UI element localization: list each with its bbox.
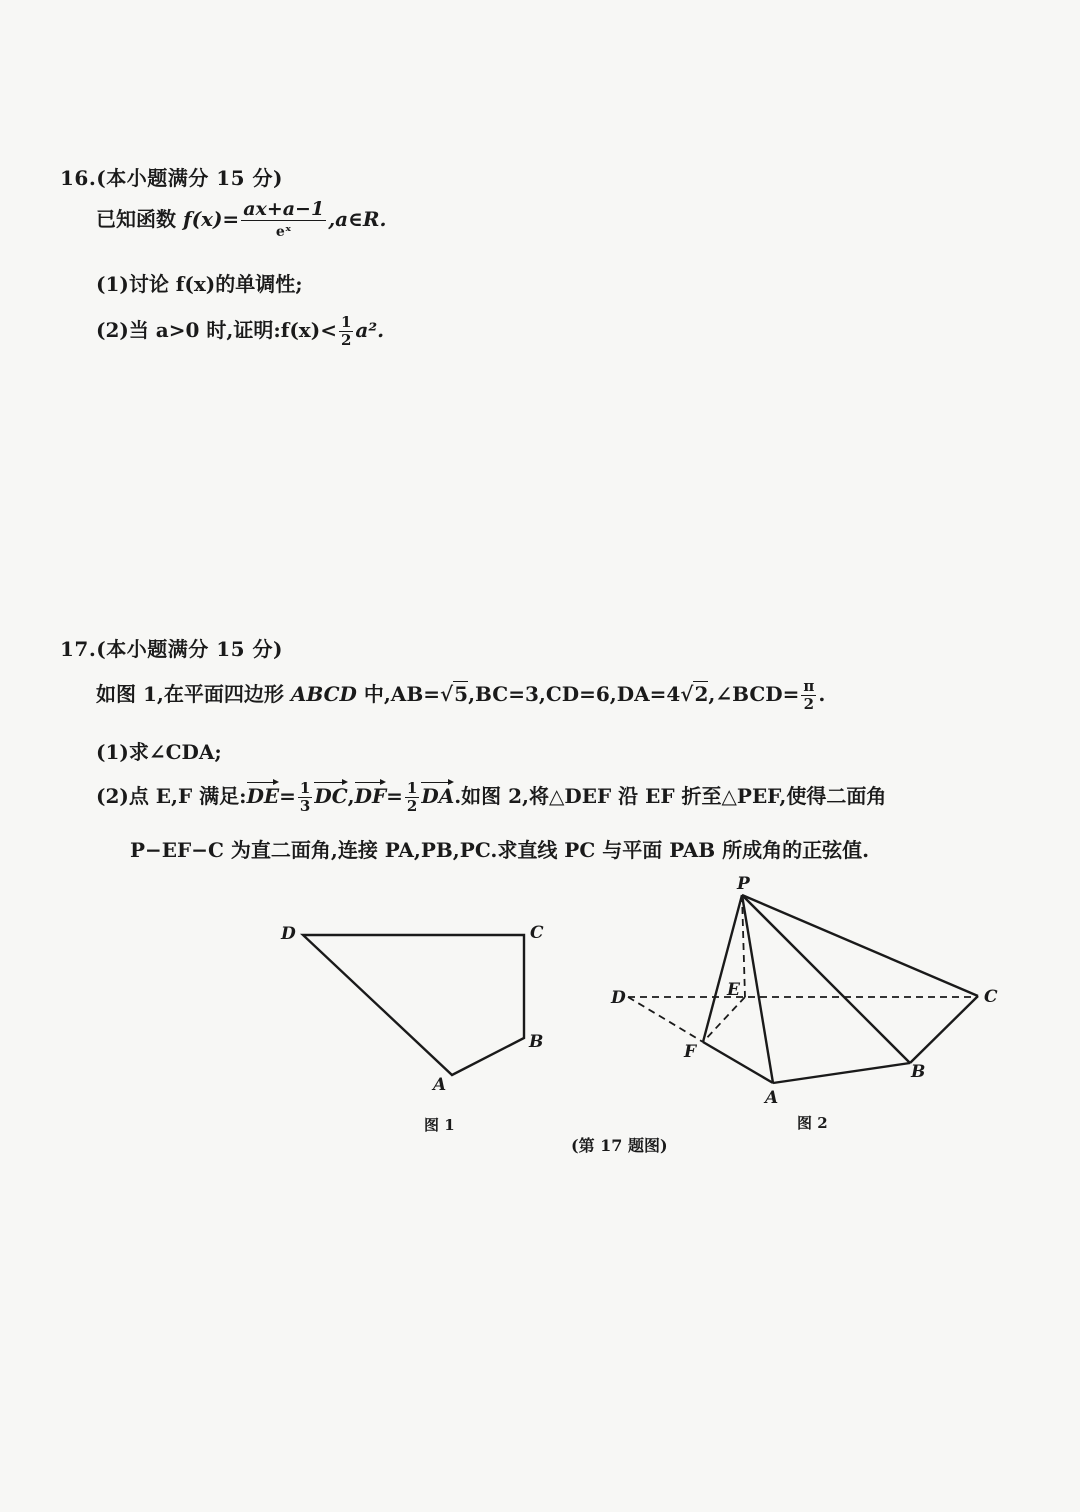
q16-func: f(x)= — [182, 207, 240, 231]
edge-pf — [703, 895, 742, 1042]
edge-ab — [773, 1063, 910, 1083]
q17-stem-c: ,BC=3,CD=6,DA=4 — [468, 682, 681, 706]
q17-half-num: 1 — [406, 779, 418, 797]
q17-part2-a: (2)点 E,F 满足: — [96, 784, 247, 808]
q17-eq2: = — [386, 784, 403, 808]
q17-half-den: 2 — [406, 797, 418, 815]
vector-de: DE — [246, 784, 280, 808]
figure-caption: (第 17 题图) — [571, 1136, 668, 1155]
q16-half-den: 2 — [340, 331, 352, 349]
fig1-label-c: C — [530, 923, 544, 943]
q17-eq1: = — [279, 784, 296, 808]
edge-fa — [703, 1042, 773, 1083]
q17-stem-abcd: ABCD — [290, 682, 357, 706]
fig2-caption: 图 2 — [797, 1114, 828, 1132]
q17-sqrt2: √2 — [680, 682, 709, 706]
q16-part2-suffix: a². — [355, 318, 385, 342]
q17-stem-end: . — [818, 682, 826, 706]
q16-stem-suffix: ,a∈R. — [328, 207, 387, 231]
q16-stem-prefix: 已知函数 — [96, 207, 176, 231]
q17-part2-b: .如图 2,将△DEF 沿 EF 折至△PEF,使得二面角 — [454, 784, 887, 808]
q17-header: 17.(本小题满分 15 分) — [60, 637, 283, 661]
edge-pa — [742, 895, 773, 1083]
q17-sqrt2-radicand: 2 — [694, 682, 709, 706]
q16-part2-prefix: (2)当 a>0 时,证明:f(x)< — [96, 318, 337, 342]
figure-1 — [303, 935, 524, 1075]
fig2-label-e: E — [727, 980, 740, 1000]
edge-pb — [742, 895, 910, 1063]
edge-pc — [742, 895, 978, 996]
fig2-label-c: C — [984, 987, 998, 1007]
q17-stem-b: 中,AB= — [356, 682, 440, 706]
fig1-caption: 图 1 — [424, 1116, 455, 1134]
q16-half-num: 1 — [340, 313, 352, 331]
quadrilateral-abcd — [303, 935, 524, 1075]
q17-pi-num: π — [803, 677, 815, 695]
q17-stem-a: 如图 1,在平面四边形 — [96, 682, 291, 706]
q17-third-den: 3 — [299, 797, 311, 815]
fig1-label-a: A — [433, 1075, 447, 1095]
fig1-label-b: B — [529, 1032, 544, 1052]
q17-pi-den: 2 — [803, 695, 815, 713]
fig2-label-b: B — [911, 1062, 926, 1082]
q17-third-num: 1 — [299, 779, 311, 797]
q17-stem-d: ,∠BCD= — [708, 682, 800, 706]
fig2-label-a: A — [765, 1088, 779, 1108]
fig2-label-f: F — [684, 1042, 697, 1062]
q17-sqrt5: √5 — [439, 682, 469, 706]
vector-da: DA — [421, 784, 455, 808]
q17-part2-continuation: P−EF−C 为直二面角,连接 PA,PB,PC.求直线 PC 与平面 PAB 所成角的正弦值. — [130, 838, 870, 862]
vector-dc: DC — [314, 784, 348, 808]
fig2-label-p: P — [737, 874, 750, 894]
q16-frac-denominator: eˣ — [275, 224, 292, 240]
vector-df: DF — [354, 784, 387, 808]
fig2-label-d: D — [611, 988, 626, 1008]
q16-frac-numerator: ax+a−1 — [243, 198, 325, 220]
edge-bc — [910, 996, 978, 1063]
figure-2 — [628, 895, 978, 1083]
q17-sqrt5-radicand: 5 — [454, 682, 469, 706]
fig1-label-d: D — [281, 924, 296, 944]
q17-comma: , — [347, 784, 355, 808]
q17-part1: (1)求∠CDA; — [96, 740, 222, 764]
q16-header: 16.(本小题满分 15 分) — [60, 166, 283, 190]
edge-df-dashed — [628, 997, 703, 1042]
q16-part1: (1)讨论 f(x)的单调性; — [96, 272, 303, 296]
